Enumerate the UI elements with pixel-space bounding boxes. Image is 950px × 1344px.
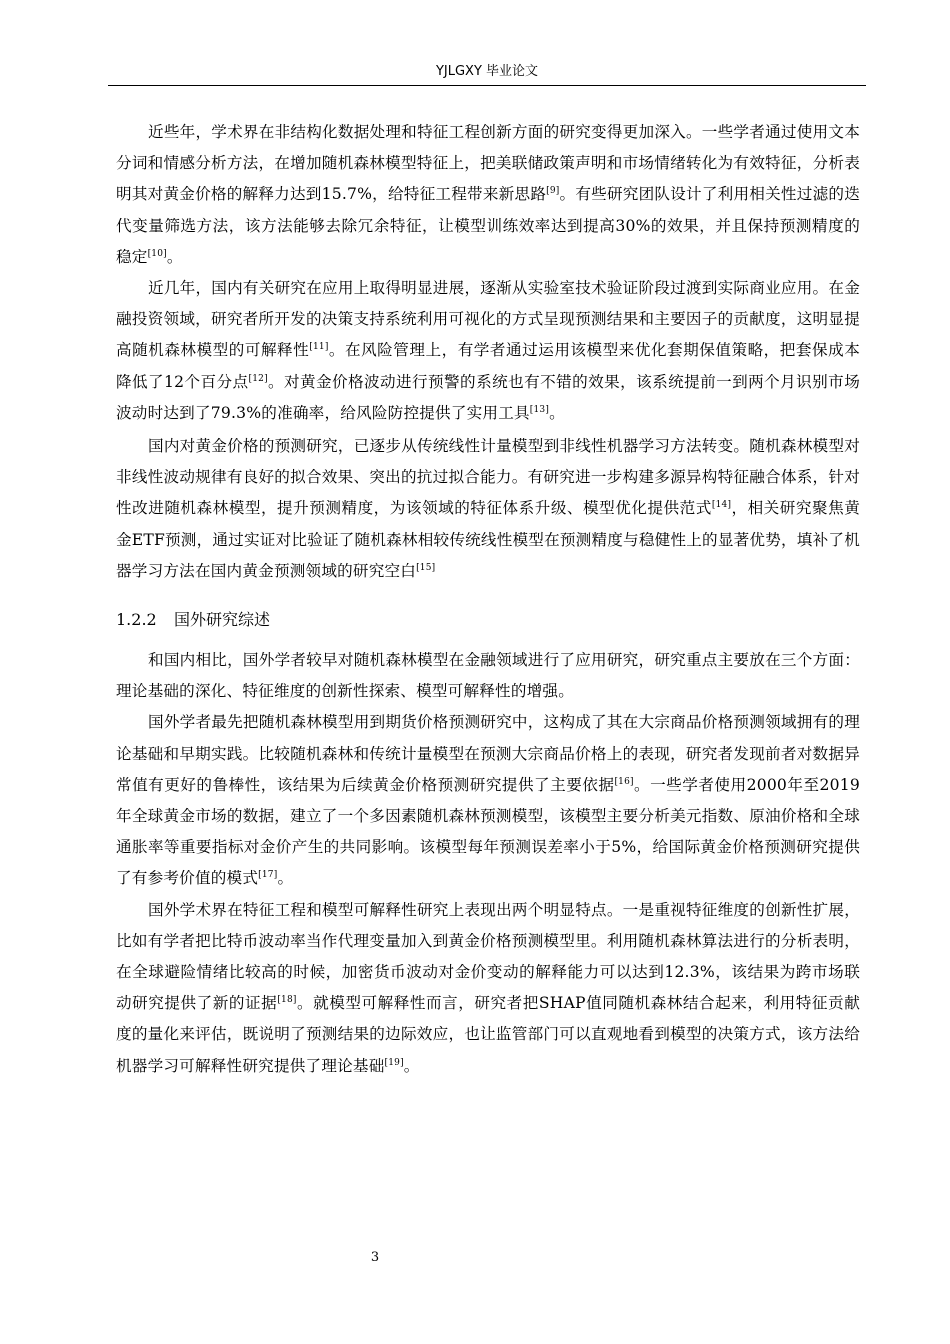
section-title: 国外研究综述: [174, 610, 271, 630]
citation: [18]: [277, 995, 297, 1006]
citation: [13]: [529, 404, 550, 415]
main-content: [116, 117, 860, 1082]
citation: [12]: [248, 373, 268, 384]
citation: [17]: [258, 870, 278, 881]
page-number: 3: [370, 1250, 380, 1265]
paragraph: 和国内相比，国外学者较早对随机森林模型在金融领域进行了应用研究，研究重点主要放在三个方面：理论基础的深化、特征维度的创新性探索、模型可解释性的增强。: [116, 651, 860, 701]
paragraph: 国外学者最先把随机森林模型用到期货价格预测研究中，这构成了其在大宗商品价格预测领域拥有的理论基础和早期实践。比较随机森林和传统计量模型在预测大宗商品价格上的表现，研究者发现前者对数据异常值有更好的鲁棒性，该结果为后续黄金价格预测研究提供了主要依据[16]。一些学者使用2000年至2019年全球黄金市场的数据，建立了一个多因素随机森林预测模型，该模型主要分析美元指数、原油价格和全球通胀率等重要指标对金价产生的共同影响。该模型每年预测误差率小于5%，给国际黄金价格预测研究提供了有参考价值的模式[17]。: [116, 713, 860, 888]
paragraph: 国内对黄金价格的预测研究，已逐步从传统线性计量模型到非线性机器学习方法转变。随机森林模型对非线性波动规律有良好的拟合效果、突出的抗过拟合能力。有研究进一步构建多源异构特征融合体系，针对性改进随机森林模型，提升预测精度，为该领域的特征体系升级、模型优化提供范式[14]，相关研究聚焦黄金ETF预测，通过实证对比验证了随机森林相较传统线性模型在预测精度与稳健性上的显著优势，填补了机器学习方法在国内黄金预测领域的研究空白[15]: [116, 437, 860, 580]
citation: [11]: [309, 342, 329, 353]
paragraph: 近几年，国内有关研究在应用上取得明显进展，逐渐从实验室技术验证阶段过渡到实际商业应用。在金融投资领域，研究者所开发的决策支持系统利用可视化的方式呈现预测结果和主要因子的贡献度，这明显提高随机森林模型的可解释性[11]。在风险管理上，有学者通过运用该模型来优化套期保值策略，把套保成本降低了12个百分点[12]。对黄金价格波动进行预警的系统也有不错的效果，该系统提前一到两个月识别市场波动时达到了79.3%的准确率，给风险防控提供了实用工具[13]。: [116, 279, 860, 422]
citation: [14]: [711, 500, 732, 511]
section-heading: [116, 605, 860, 635]
paragraph: 国外学术界在特征工程和模型可解释性研究上表现出两个明显特点。一是重视特征维度的创新性扩展，比如有学者把比特币波动率当作代理变量加入到黄金价格预测模型里。利用随机森林算法进行的分析表明，在全球避险情绪比较高的时候，加密货币波动对金价变动的解释能力可以达到12.3%，该结果为跨市场联动研究提供了新的证据[18]。就模型可解释性而言，研究者把SHAP值同随机森林结合起来，利用特征贡献度的量化来评估，既说明了预测结果的边际效应，也让监管部门可以直观地看到模型的决策方式，该方法给机器学习可解释性研究提供了理论基础[19]。: [116, 900, 860, 1075]
page-header: YJLGXY 毕业论文: [435, 64, 539, 79]
paragraph: 近些年，学术界在非结构化数据处理和特征工程创新方面的研究变得更加深入。一些学者通过使用文本分词和情感分析方法，在增加随机森林模型特征上，把美联储政策声明和市场情绪转化为有效特征，分析表明其对黄金价格的解释力达到15.7%，给特征工程带来新思路[9]。有些研究团队设计了利用相关性过滤的迭代变量筛选方法，该方法能够去除冗余特征，让模型训练效率达到提高30%的效果，并且保持预测精度的稳定[10]。: [116, 123, 860, 266]
citation: [10]: [147, 248, 167, 259]
citation: [9]: [546, 186, 560, 197]
header-divider: [108, 85, 866, 86]
citation: [15]: [416, 562, 436, 573]
citation: [16]: [614, 776, 634, 787]
citation: [19]: [384, 1057, 404, 1068]
section-number: 1.2.2: [116, 610, 157, 630]
